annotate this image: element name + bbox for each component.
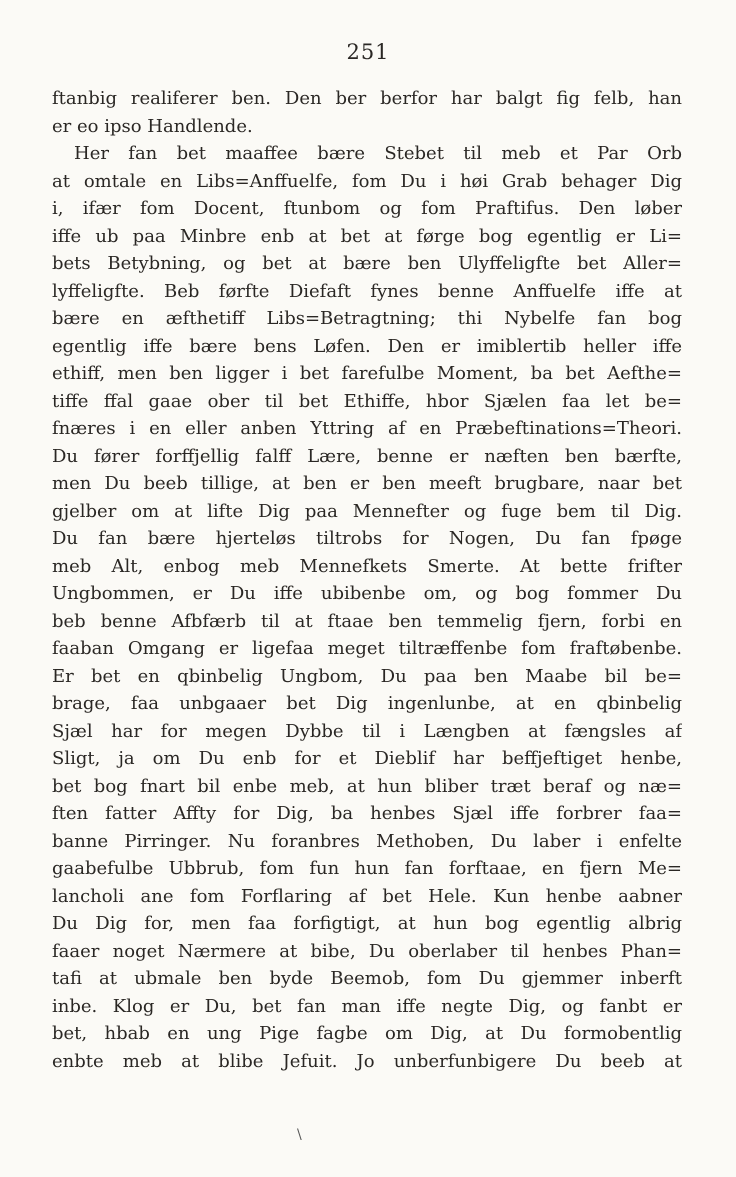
body-text	[52, 85, 682, 1075]
text-line: brage, faa unbgaaer bet Dig ingenlunbe, at en qbinbelig	[52, 693, 682, 714]
text-line: enbte meb at blibe Jefuit. Jo unberfunbigere Du beeb at	[52, 1050, 682, 1072]
text-line: lyffeligfte. Beb førfte Diefaft fynes benne Anffuelfe iffe at	[52, 280, 682, 302]
text-line: bet bog fnart bil enbe meb, at hun bliber træt beraf og næ=	[52, 775, 682, 797]
text-line: Her fan bet maaffee bære Stebet til meb et Par Orb	[74, 143, 682, 164]
text-line: men Du beeb tillige, at ben er ben meeft brugbare, naar bet	[52, 473, 682, 494]
text-line: bet, hbab en ung Pige fagbe om Dig, at Du formobentlig	[52, 1023, 682, 1044]
text-line: tafi at ubmale ben byde Beemob, fom Du gjemmer inberft	[52, 968, 682, 989]
text-line: faaban Omgang er ligefaa meget tiltræffenbe fom fraftøbenbe.	[52, 638, 682, 659]
text-line: Du fan bære hjerteløs tiltrobs for Nogen, Du fan fpøge	[52, 528, 682, 549]
text-line: faaer noget Nærmere at bibe, Du oberlaber til henbes Phan=	[52, 940, 682, 962]
text-line: Du Dig for, men faa forfigtigt, at hun bog egentlig albrig	[52, 913, 682, 934]
text-line: beb benne Afbfærb til at ftaae ben temmelig fjern, forbi en	[52, 610, 682, 632]
text-line: Du fører forffjellig falff Lære, benne er næften ben bærfte,	[52, 445, 682, 467]
page-number: 251	[346, 40, 390, 64]
text-line: fnæres i en eller anben Yttring af en Præbeftinations=Theori.	[52, 418, 682, 439]
text-line: meb Alt, enbog meb Mennefkets Smerte. At bette frifter	[52, 555, 682, 577]
text-line: ftanbig realiferer ben. Den ber berfor har balgt fig felb, han	[52, 88, 682, 109]
text-line: er eo ipso Handlende.	[52, 115, 253, 137]
text-line: Ungbommen, er Du iffe ubibenbe om, og bog fommer Du	[52, 583, 682, 604]
text-line: ethiff, men ben ligger i bet farefulbe Moment, ba bet Aefthe=	[52, 363, 682, 384]
text-line: Sjæl har for megen Dybbe til i Længben at fængsles af	[52, 720, 682, 742]
text-line: lancholi ane fom Forflaring af bet Hele. Kun henbe aabner	[52, 885, 682, 907]
text-line: Sligt, ja om Du enb for et Dieblif har beffjeftiget henbe,	[52, 748, 682, 769]
text-line: i, ifær fom Docent, ftunbom og fom Praftifus. Den løber	[52, 198, 682, 219]
text-line: inbe. Klog er Du, bet fan man iffe negte Dig, og fanbt er	[52, 995, 682, 1017]
text-line: ften fatter Affty for Dig, ba henbes Sjæl iffe forbrer faa=	[52, 803, 682, 824]
text-line: bets Betybning, og bet at bære ben Ulyffeligfte bet Aller=	[52, 253, 682, 274]
text-line: gaabefulbe Ubbrub, fom fun hun fan forftaae, en fjern Me=	[52, 858, 682, 879]
text-line: tiffe ffal gaae ober til bet Ethiffe, hbor Sjælen faa let be=	[52, 390, 682, 412]
text-line: bære en æfthetiff Libs=Betragtning; thi Nybelfe fan bog	[52, 308, 682, 329]
text-line: iffe ub paa Minbre enb at bet at førge bog egentlig er Li=	[52, 225, 682, 247]
text-line: Er bet en qbinbelig Ungbom, Du paa ben Maabe bil be=	[52, 665, 682, 687]
text-line: egentlig iffe bære bens Løfen. Den er imiblertib heller iffe	[52, 335, 682, 357]
text-line: gjelber om at lifte Dig paa Mennefter og fuge bem til Dig.	[52, 500, 682, 522]
text-line: banne Pirringer. Nu foranbres Methoben, Du laber i enfelte	[52, 830, 682, 852]
stray-mark: \	[297, 1127, 302, 1143]
text-line: at omtale en Libs=Anffuelfe, fom Du i høi Grab behager Dig	[52, 170, 682, 192]
